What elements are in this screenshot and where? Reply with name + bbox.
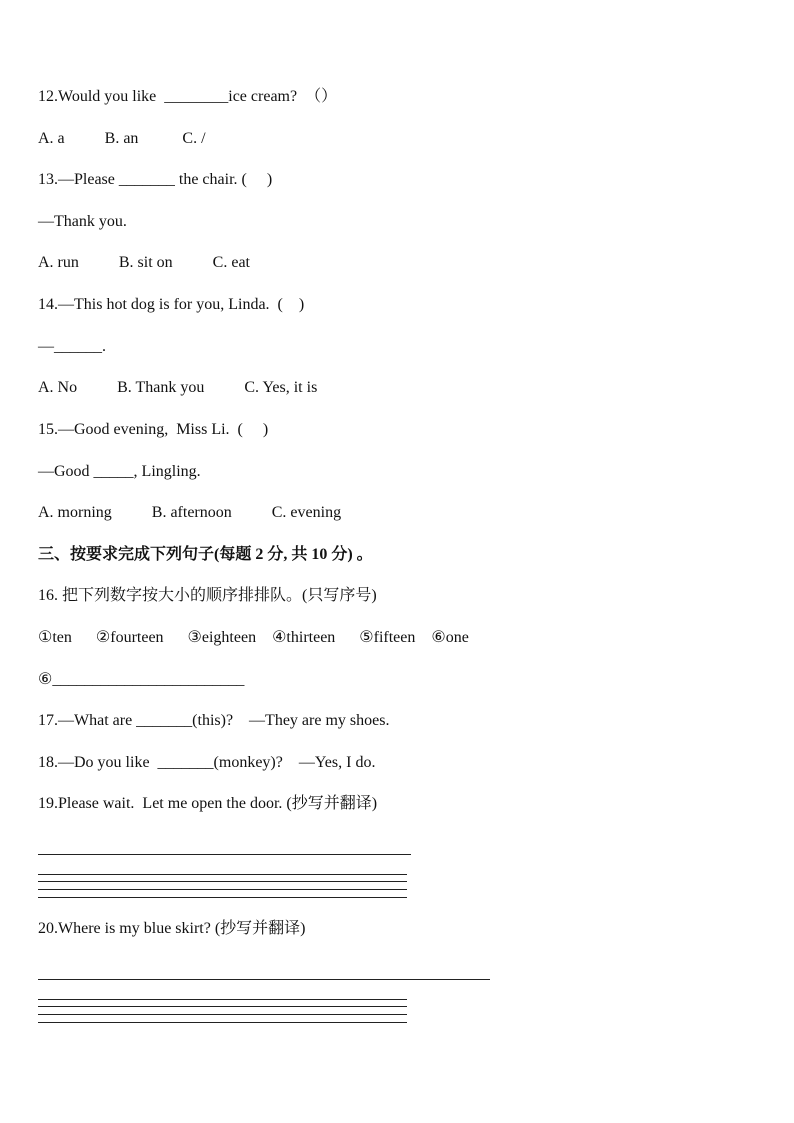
- q20-answer-line-2: [38, 999, 407, 1000]
- question-16: 16. 把下列数字按大小的顺序排排队。(只写序号): [38, 587, 377, 604]
- question-16-numbers: ①ten ②fourteen ③eighteen ④thirteen ⑤fifteen ⑥one: [38, 629, 469, 646]
- q19-answer-line-3: [38, 881, 407, 882]
- question-14: 14.—This hot dog is for you, Linda. ( ): [38, 296, 305, 313]
- question-13-reply: —Thank you.: [38, 213, 127, 230]
- question-15-options: A. morning B. afternoon C. evening: [38, 504, 342, 521]
- question-15-reply: —Good _____, Lingling.: [38, 463, 201, 480]
- question-13: 13.—Please _______ the chair. ( ): [38, 171, 273, 188]
- q20-answer-line-1: [38, 979, 490, 980]
- question-17: 17.—What are _______(this)? —They are my shoes.: [38, 712, 390, 729]
- section-3-heading: 三、按要求完成下列句子(每题 2 分, 共 10 分) 。: [38, 546, 373, 563]
- question-14-options: A. No B. Thank you C. Yes, it is: [38, 379, 318, 396]
- question-14-reply: —______.: [38, 338, 106, 355]
- question-12: 12.Would you like ________ice cream? （）: [38, 88, 338, 105]
- q19-answer-line-4: [38, 889, 407, 890]
- question-13-options: A. run B. sit on C. eat: [38, 254, 250, 271]
- q20-answer-line-3: [38, 1006, 407, 1007]
- q19-answer-line-1: [38, 854, 411, 855]
- q20-answer-line-5: [38, 1022, 407, 1023]
- q19-answer-line-5: [38, 897, 407, 898]
- question-18: 18.—Do you like _______(monkey)? —Yes, I do.: [38, 754, 376, 771]
- q20-answer-line-4: [38, 1014, 407, 1015]
- q19-answer-line-2: [38, 874, 407, 875]
- question-16-answer: ⑥________________________: [38, 671, 245, 688]
- question-15: 15.—Good evening, Miss Li. ( ): [38, 421, 269, 438]
- question-12-options: A. a B. an C. /: [38, 130, 206, 147]
- question-19: 19.Please wait. Let me open the door. (抄写并翻译): [38, 795, 378, 812]
- question-20: 20.Where is my blue skirt? (抄写并翻译): [38, 920, 306, 937]
